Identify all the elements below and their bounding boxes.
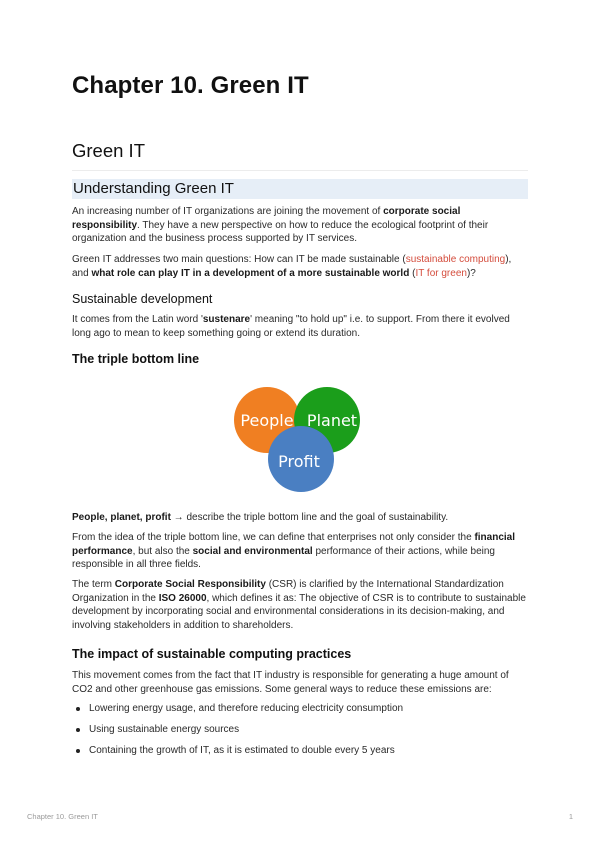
footer-page-number: 1: [568, 812, 573, 821]
csr-paragraph: The term Corporate Social Responsibility (CSR) is clarified by the International Standardization Organization in the ISO 26000, which defines it as: The objective of CSR is to contribute to sustainable development by incorporating social and environmental considerations in its decision-making, and involving stakeholders in addition to shareholders.: [72, 579, 526, 631]
questions-paragraph: Green IT addresses two main questions: How can IT be made sustainable (sustainable computing), and what role can play IT in a development of a more sustainable world (IT for green)?: [72, 254, 512, 279]
triple-bottom-line-heading: The triple bottom line: [72, 352, 200, 366]
triple-paragraph-2: From the idea of the triple bottom line, we can define that enterprises not only consider the financial performance, but also the social and environmental performance of their actions, while being responsible in all three fields.: [72, 532, 516, 570]
impact-heading: The impact of sustainable computing practices: [72, 647, 352, 661]
impact-list: [72, 702, 528, 765]
footer-chapter-label: Chapter 10. Green IT: [27, 812, 98, 821]
triple-bottom-line-venn-diagram: [233, 374, 363, 494]
sustainable-computing-term: sustainable computing: [405, 254, 506, 265]
list-item: Containing the growth of IT, as it is estimated to double every 5 years: [72, 744, 528, 758]
list-item: Using sustainable energy sources: [72, 723, 528, 737]
list-item: Lowering energy usage, and therefore reducing electricity consumption: [72, 702, 528, 716]
planet-label: Planet: [306, 411, 358, 430]
intro-paragraph: An increasing number of IT organizations are joining the movement of corporate social responsibility. They have a new perspective on how to reduce the ecological footprint of their organization and the business process supported by IT services.: [72, 206, 489, 244]
sustainable-development-heading: Sustainable development: [72, 292, 213, 306]
subsection-title: Understanding Green IT: [72, 179, 528, 199]
impact-paragraph: This movement comes from the fact that IT industry is responsible for generating a huge amount of CO2 and other greenhouse gas emissions. Some general ways to reduce these emissions are:: [72, 670, 509, 695]
section-title: Green IT: [72, 140, 528, 171]
it-for-green-term: IT for green: [415, 267, 467, 279]
people-label: People: [240, 411, 294, 430]
triple-caption: People, planet, profit → describe the triple bottom line and the goal of sustainability.: [72, 512, 449, 523]
chapter-title: Chapter 10. Green IT: [72, 72, 309, 99]
profit-label: Profit: [278, 452, 320, 471]
sustainable-development-paragraph: It comes from the Latin word 'sustenare' meaning "to hold up" i.e. to support. From there it evolved long ago to mean to keep something going or extend its duration.: [72, 314, 510, 339]
